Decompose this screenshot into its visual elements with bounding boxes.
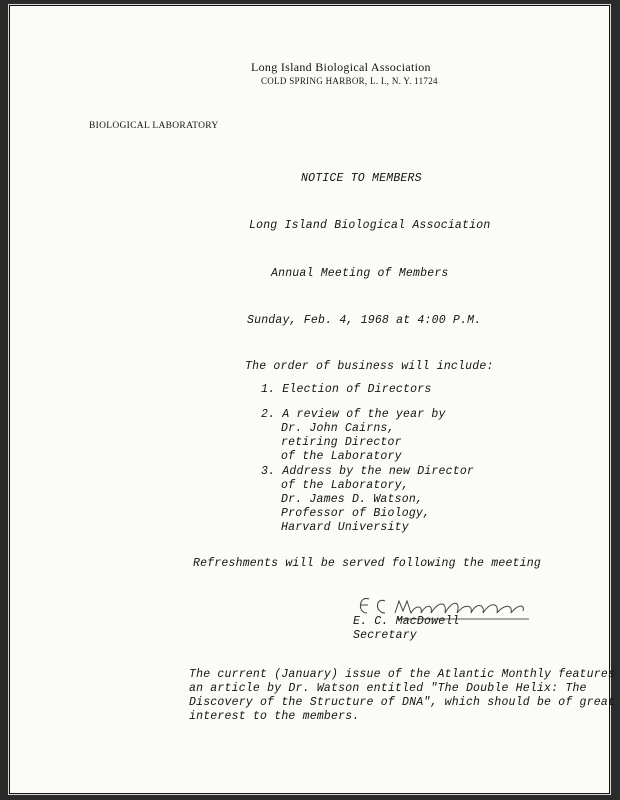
agenda-item: 2. A review of the year by <box>261 408 446 421</box>
agenda-item-line: of the Laboratory <box>281 450 402 463</box>
agenda-item-line: Dr. James D. Watson, <box>281 493 424 506</box>
footnote-line: interest to the members. <box>189 710 360 723</box>
letterhead-address: COLD SPRING HARBOR, L. I., N. Y. 11724 <box>261 76 438 86</box>
agenda-item-line: Professor of Biology, <box>281 507 431 520</box>
meeting-name: Annual Meeting of Members <box>271 267 449 280</box>
agenda-item: 3. Address by the new Director <box>261 465 475 478</box>
department-label: BIOLOGICAL LABORATORY <box>89 121 219 131</box>
association-name: Long Island Biological Association <box>249 219 491 232</box>
footnote-line: The current (January) issue of the Atlantic Monthly features <box>189 668 616 681</box>
footnote-line: an article by Dr. Watson entitled "The Double Helix: The <box>189 682 587 695</box>
agenda-item-line: of the Laboratory, <box>281 479 409 492</box>
signatory-title: Secretary <box>353 629 417 642</box>
signatory-name: E. C. MacDowell <box>353 615 460 628</box>
agenda-item-line: Dr. John Cairns, <box>281 422 395 435</box>
agenda-item-line: Harvard University <box>281 521 409 534</box>
footnote-line: Discovery of the Structure of DNA", which should be of great <box>189 696 616 709</box>
notice-title: NOTICE TO MEMBERS <box>301 172 422 185</box>
letterhead-org-name: Long Island Biological Association <box>251 60 431 74</box>
meeting-date: Sunday, Feb. 4, 1968 at 4:00 P.M. <box>247 314 482 327</box>
agenda-intro: The order of business will include: <box>245 360 494 373</box>
agenda-item-line: retiring Director <box>281 436 402 449</box>
refreshments-note: Refreshments will be served following the meeting <box>193 557 541 570</box>
agenda-item: 1. Election of Directors <box>261 383 432 396</box>
document-page <box>8 4 616 795</box>
